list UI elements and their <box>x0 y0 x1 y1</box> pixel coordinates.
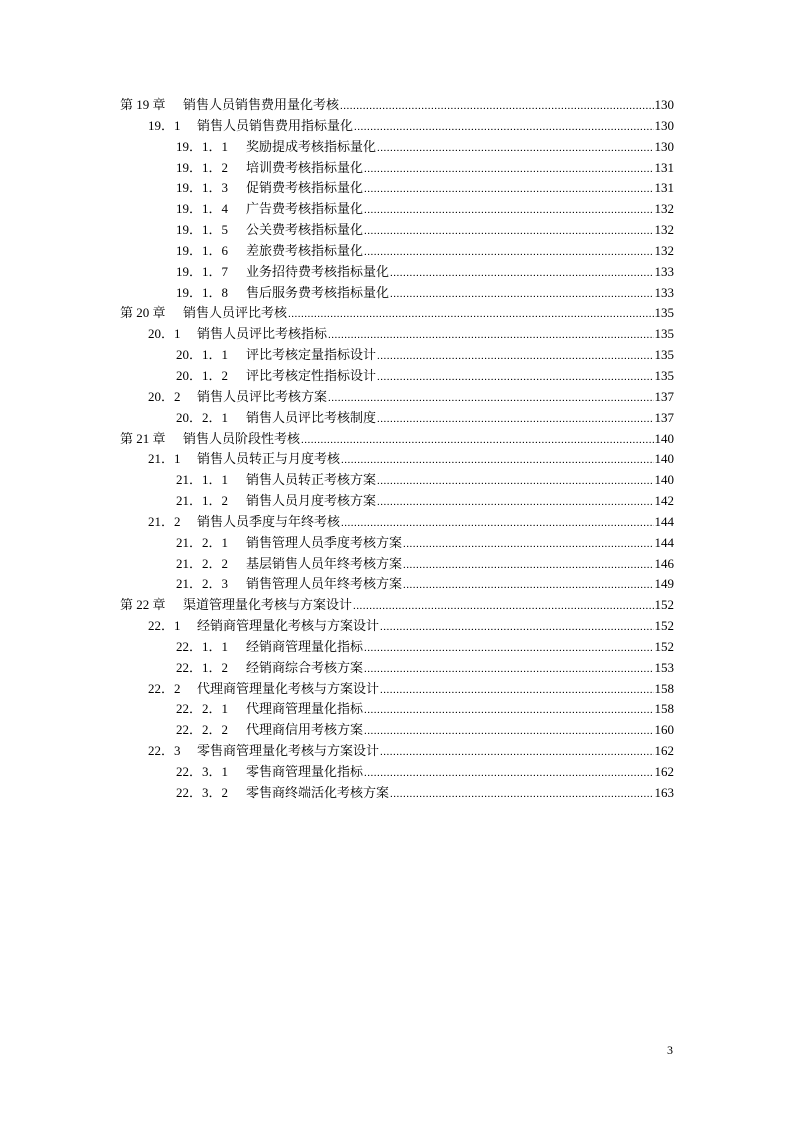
toc-subsection-entry[interactable] <box>120 345 674 366</box>
table-of-contents <box>120 95 674 804</box>
toc-entry-page: 130 <box>654 138 674 154</box>
toc-entry-number: 第 20 章 <box>120 305 166 321</box>
toc-subsection-entry[interactable] <box>120 366 674 387</box>
toc-section-entry[interactable] <box>120 387 674 408</box>
dot-leader <box>364 179 653 200</box>
toc-subsection-entry[interactable] <box>120 241 674 262</box>
toc-section-entry[interactable] <box>120 324 674 345</box>
toc-entry-page: 158 <box>654 701 674 717</box>
toc-entry-page: 132 <box>654 222 674 238</box>
toc-subsection-entry[interactable] <box>120 137 674 158</box>
toc-subsection-entry[interactable] <box>120 658 674 679</box>
toc-entry-title: 销售人员销售费用指标量化 <box>197 117 354 133</box>
dot-leader <box>341 513 653 534</box>
toc-entry-number: 22．1．2 <box>176 659 229 675</box>
toc-entry-number: 22．1．1 <box>176 638 229 654</box>
toc-entry-number: 21．1．2 <box>176 493 229 509</box>
toc-entry-title: 销售人员季度与年终考核 <box>197 513 341 529</box>
toc-entry-page: 140 <box>654 472 674 488</box>
dot-leader <box>354 117 653 138</box>
toc-entry-page: 130 <box>654 97 674 112</box>
toc-entry-title: 销售管理人员季度考核方案 <box>246 534 403 550</box>
toc-chapter-entry[interactable] <box>120 303 674 324</box>
toc-entry-number: 19．1．3 <box>176 180 229 196</box>
dot-leader <box>380 680 653 701</box>
toc-entry-page: 162 <box>654 764 674 779</box>
toc-entry-number: 第 19 章 <box>120 97 166 112</box>
dot-leader <box>364 659 653 680</box>
toc-entry-title: 销售人员评比考核制度 <box>246 409 377 425</box>
toc-entry-number: 第 21 章 <box>120 430 166 446</box>
dot-leader <box>353 596 653 617</box>
toc-entry-title: 零售商终端活化考核方案 <box>246 784 390 800</box>
toc-entry-number: 20．1 <box>148 326 181 342</box>
toc-entry-number: 22．2．1 <box>176 701 229 717</box>
toc-entry-page: 135 <box>654 326 674 342</box>
toc-entry-title: 促销费考核指标量化 <box>246 180 364 196</box>
toc-entry-page: 152 <box>654 638 674 654</box>
toc-entry-number: 21．2．3 <box>176 576 229 592</box>
toc-entry-title: 基层销售人员年终考核方案 <box>246 555 403 571</box>
toc-entry-number: 22．1 <box>148 618 181 634</box>
toc-entry-page: 131 <box>654 180 674 196</box>
dot-leader <box>390 284 653 305</box>
toc-entry-page: 137 <box>654 388 674 404</box>
toc-entry-page: 130 <box>654 117 674 133</box>
toc-entry-title: 奖励提成考核指标量化 <box>246 138 377 154</box>
toc-subsection-entry[interactable] <box>120 491 674 512</box>
toc-entry-page: 135 <box>654 367 674 383</box>
toc-section-entry[interactable] <box>120 616 674 637</box>
toc-entry-number: 22．2 <box>148 680 181 696</box>
toc-chapter-entry[interactable] <box>120 429 674 450</box>
toc-entry-number: 21．1 <box>148 451 181 467</box>
toc-entry-number: 20．1．1 <box>176 347 229 363</box>
dot-leader <box>377 409 653 430</box>
toc-subsection-entry[interactable] <box>120 283 674 304</box>
toc-entry-number: 22．2．2 <box>176 722 229 738</box>
toc-entry-title: 培训费考核指标量化 <box>246 159 364 175</box>
toc-entry-page: 144 <box>654 513 674 529</box>
toc-entry-number: 19．1．6 <box>176 242 229 258</box>
toc-entry-page: 160 <box>654 722 674 738</box>
toc-entry-title: 广告费考核指标量化 <box>246 201 364 217</box>
toc-entry-title: 经销商综合考核方案 <box>246 659 364 675</box>
toc-entry-page: 132 <box>654 201 674 217</box>
toc-chapter-entry[interactable] <box>120 595 674 616</box>
toc-entry-title: 销售人员转正考核方案 <box>246 472 377 488</box>
toc-subsection-entry[interactable] <box>120 720 674 741</box>
dot-leader <box>390 263 653 284</box>
dot-leader <box>377 471 653 492</box>
dot-leader <box>403 534 653 555</box>
toc-entry-number: 22．3．1 <box>176 764 229 779</box>
toc-entry-title: 评比考核定量指标设计 <box>246 347 377 363</box>
toc-entry-title: 代理商信用考核方案 <box>246 722 364 738</box>
toc-entry-page: 162 <box>654 743 674 759</box>
toc-entry-page: 140 <box>654 430 674 446</box>
dot-leader <box>377 492 653 513</box>
toc-entry-page: 132 <box>654 242 674 258</box>
toc-entry-title: 销售人员评比考核方案 <box>197 388 328 404</box>
toc-subsection-entry[interactable] <box>120 470 674 491</box>
toc-entry-page: 158 <box>654 680 674 696</box>
toc-entry-title: 销售人员转正与月度考核 <box>197 451 341 467</box>
toc-entry-page: 144 <box>654 534 674 550</box>
dot-leader <box>377 138 653 159</box>
toc-entry-page: 131 <box>654 159 674 175</box>
dot-leader <box>403 575 653 596</box>
toc-entry-number: 22．3 <box>148 743 181 759</box>
toc-entry-title: 渠道管理量化考核与方案设计 <box>183 597 353 613</box>
toc-entry-title: 差旅费考核指标量化 <box>246 242 364 258</box>
dot-leader <box>380 617 653 638</box>
toc-chapter-entry[interactable] <box>120 95 674 116</box>
toc-section-entry[interactable] <box>120 449 674 470</box>
toc-subsection-entry[interactable] <box>120 699 674 720</box>
toc-entry-page: 140 <box>654 451 674 467</box>
toc-entry-number: 20．2．1 <box>176 409 229 425</box>
toc-entry-page: 133 <box>654 263 674 279</box>
toc-entry-title: 售后服务费考核指标量化 <box>246 284 390 300</box>
toc-entry-title: 销售人员销售费用量化考核 <box>183 97 340 112</box>
toc-entry-number: 21．2．2 <box>176 555 229 571</box>
toc-entry-title: 零售商管理量化考核与方案设计 <box>197 743 380 759</box>
toc-entry-page: 152 <box>654 597 674 613</box>
toc-entry-title: 销售人员月度考核方案 <box>246 493 377 509</box>
toc-section-entry[interactable] <box>120 741 674 762</box>
toc-entry-number: 19．1．2 <box>176 159 229 175</box>
dot-leader <box>364 159 653 180</box>
dot-leader <box>403 555 653 576</box>
toc-entry-number: 22．3．2 <box>176 784 229 800</box>
toc-entry-page: 142 <box>654 493 674 509</box>
toc-subsection-entry[interactable] <box>120 637 674 658</box>
dot-leader <box>377 367 653 388</box>
toc-entry-page: 135 <box>654 347 674 363</box>
toc-entry-title: 销售管理人员年终考核方案 <box>246 576 403 592</box>
toc-entry-number: 19．1．1 <box>176 138 229 154</box>
dot-leader <box>390 784 653 805</box>
toc-entry-number: 20．1．2 <box>176 367 229 383</box>
toc-section-entry[interactable] <box>120 116 674 137</box>
toc-entry-title: 销售人员评比考核 <box>183 305 288 321</box>
toc-entry-number: 21．2．1 <box>176 534 229 550</box>
dot-leader <box>288 304 653 325</box>
dot-leader <box>328 325 653 346</box>
toc-entry-title: 代理商管理量化考核与方案设计 <box>197 680 380 696</box>
dot-leader <box>380 742 653 763</box>
toc-subsection-entry[interactable] <box>120 262 674 283</box>
toc-entry-title: 销售人员评比考核指标 <box>197 326 328 342</box>
toc-entry-page: 133 <box>654 284 674 300</box>
toc-entry-title: 评比考核定性指标设计 <box>246 367 377 383</box>
toc-entry-number: 19．1 <box>148 117 181 133</box>
toc-entry-page: 149 <box>654 576 674 592</box>
toc-entry-page: 146 <box>654 555 674 571</box>
toc-entry-title: 销售人员阶段性考核 <box>183 430 301 446</box>
dot-leader <box>301 430 653 451</box>
toc-subsection-entry[interactable] <box>120 199 674 220</box>
dot-leader <box>364 242 653 263</box>
toc-entry-title: 零售商管理量化指标 <box>246 764 364 779</box>
toc-entry-number: 第 22 章 <box>120 597 166 613</box>
toc-entry-number: 20．2 <box>148 388 181 404</box>
toc-section-entry[interactable] <box>120 512 674 533</box>
toc-subsection-entry[interactable] <box>120 554 674 575</box>
toc-section-entry[interactable] <box>120 679 674 700</box>
dot-leader <box>364 763 653 784</box>
toc-subsection-entry[interactable] <box>120 220 674 241</box>
toc-subsection-entry[interactable] <box>120 178 674 199</box>
toc-entry-page: 152 <box>654 618 674 634</box>
toc-entry-title: 经销商管理量化指标 <box>246 638 364 654</box>
page-number: 3 <box>667 1043 673 1057</box>
dot-leader <box>364 700 653 721</box>
toc-subsection-entry[interactable] <box>120 408 674 429</box>
toc-entry-title: 代理商管理量化指标 <box>246 701 364 717</box>
toc-entry-number: 21．2 <box>148 513 181 529</box>
toc-subsection-entry[interactable] <box>120 533 674 554</box>
toc-entry-page: 163 <box>654 784 674 800</box>
dot-leader <box>364 200 653 221</box>
dot-leader <box>364 721 653 742</box>
toc-entry-number: 19．1．4 <box>176 201 229 217</box>
toc-entry-title: 公关费考核指标量化 <box>246 222 364 238</box>
dot-leader <box>328 388 653 409</box>
toc-subsection-entry[interactable] <box>120 783 674 804</box>
toc-entry-number: 19．1．7 <box>176 263 229 279</box>
dot-leader <box>377 346 653 367</box>
toc-entry-number: 19．1．8 <box>176 284 229 300</box>
toc-entry-page: 135 <box>654 305 674 321</box>
toc-entry-page: 153 <box>654 659 674 675</box>
toc-entry-number: 19．1．5 <box>176 222 229 238</box>
dot-leader <box>364 221 653 242</box>
toc-entry-number: 21．1．1 <box>176 472 229 488</box>
dot-leader <box>341 450 653 471</box>
toc-entry-title: 经销商管理量化考核与方案设计 <box>197 618 380 634</box>
toc-subsection-entry[interactable] <box>120 574 674 595</box>
toc-subsection-entry[interactable] <box>120 158 674 179</box>
toc-entry-page: 137 <box>654 409 674 425</box>
dot-leader <box>364 638 653 659</box>
dot-leader <box>340 96 653 117</box>
toc-entry-title: 业务招待费考核指标量化 <box>246 263 390 279</box>
toc-subsection-entry[interactable] <box>120 762 674 783</box>
